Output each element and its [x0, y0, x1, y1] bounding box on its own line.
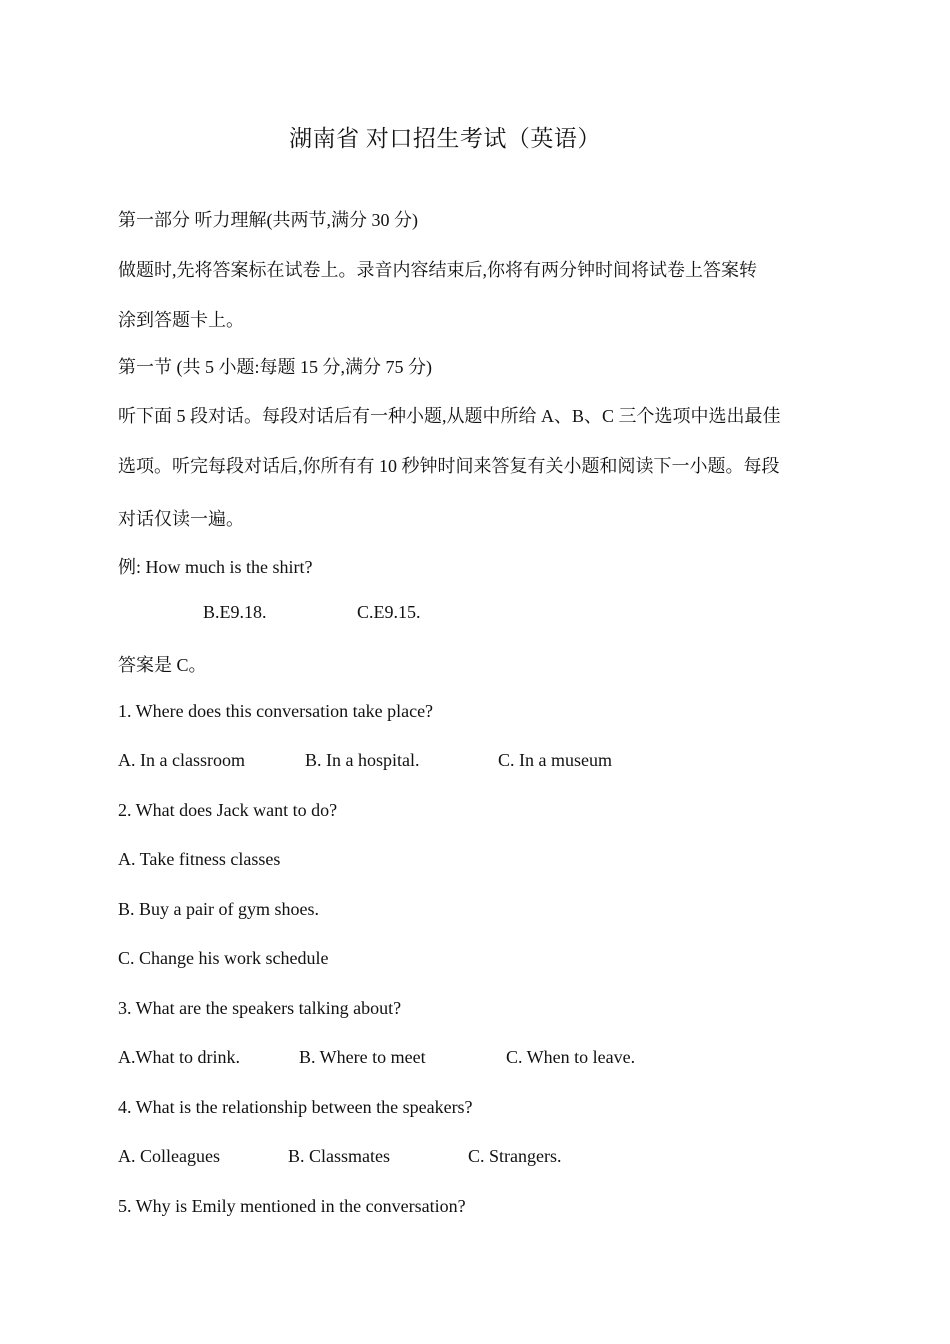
question-3-option-a: A.What to drink. — [118, 1047, 240, 1067]
question-4-option-a: A. Colleagues — [118, 1146, 220, 1166]
question-1-option-a: A. In a classroom — [118, 750, 245, 770]
question-4-option-c: C. Strangers. — [468, 1146, 562, 1166]
example-option-b: B.E9.18. — [203, 602, 267, 622]
example-option-c: C.E9.15. — [357, 602, 421, 622]
question-2-option-b: B. Buy a pair of gym shoes. — [118, 899, 319, 919]
question-3: 3. What are the speakers talking about? — [118, 998, 402, 1018]
question-1-option-b: B. In a hospital. — [305, 750, 420, 770]
question-1-option-c: C. In a museum — [498, 750, 612, 770]
question-5: 5. Why is Emily mentioned in the conversation? — [118, 1196, 466, 1216]
question-4-option-b: B. Classmates — [288, 1146, 390, 1166]
question-2-option-c: C. Change his work schedule — [118, 948, 329, 968]
page-title: 湖南省 对口招生考试（英语） — [289, 126, 601, 151]
example-question: 例: How much is the shirt? — [118, 557, 313, 577]
part1-instructions-line1: 做题时,先将答案标在试卷上。录音内容结束后,你将有两分钟时间将试卷上答案转 — [118, 260, 757, 280]
part1-heading: 第一部分 听力理解(共两节,满分 30 分) — [118, 210, 418, 230]
part1-instructions-line2: 涂到答题卡上。 — [118, 310, 244, 330]
section1-instructions-line3: 对话仅读一遍。 — [118, 509, 244, 529]
section1-heading: 第一节 (共 5 小题:每题 15 分,满分 75 分) — [118, 357, 432, 377]
question-1: 1. Where does this conversation take place? — [118, 701, 434, 721]
question-3-option-b: B. Where to meet — [299, 1047, 426, 1067]
question-3-option-c: C. When to leave. — [506, 1047, 636, 1067]
question-4: 4. What is the relationship between the speakers? — [118, 1097, 473, 1117]
section1-instructions-line2: 选项。听完每段对话后,你所有有 10 秒钟时间来答复有关小题和阅读下一小题。每段 — [118, 456, 780, 476]
example-answer: 答案是 C。 — [118, 655, 207, 675]
question-2-option-a: A. Take fitness classes — [118, 849, 281, 869]
section1-instructions-line1: 听下面 5 段对话。每段对话后有一种小题,从题中所给 A、B、C 三个选项中选出最佳 — [118, 406, 781, 426]
question-2: 2. What does Jack want to do? — [118, 800, 338, 820]
